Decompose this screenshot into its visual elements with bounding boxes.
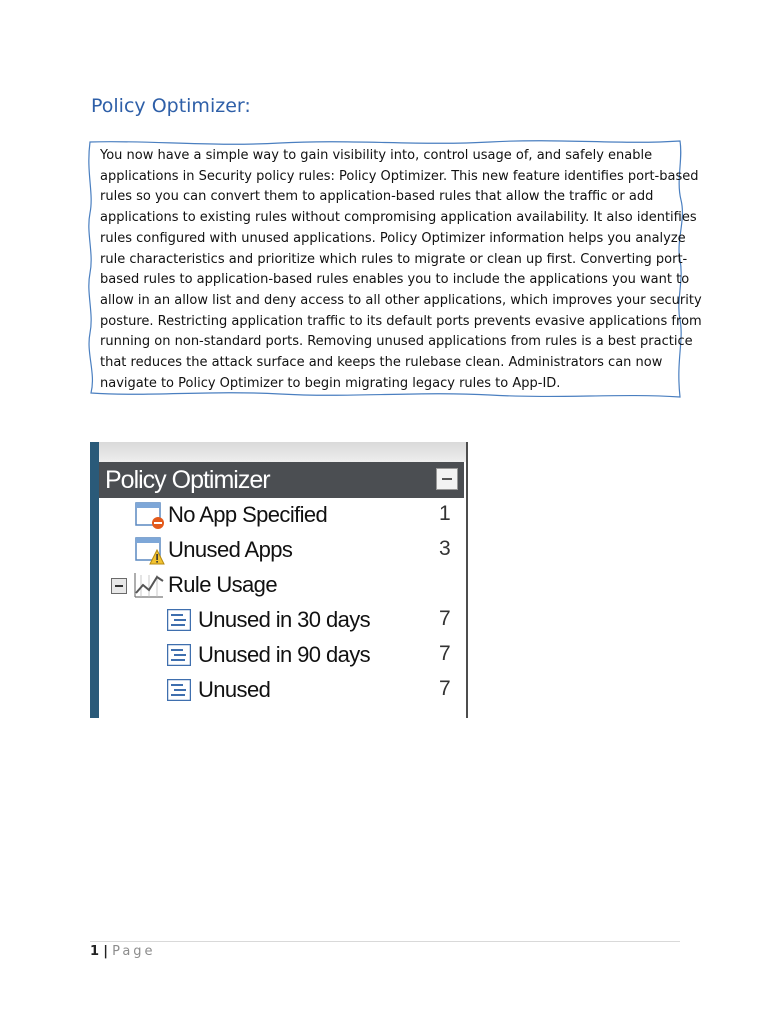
tree-item-label: Rule Usage [168, 572, 277, 597]
paragraph-line: posture. Restricting application traffic to its default ports prevents evasive applications from [100, 313, 702, 329]
paragraph-line: rule characteristics and prioritize which rules to migrate or clean up first. Converting port- [100, 251, 688, 267]
footer-separator: | [103, 944, 108, 959]
tree-item-count: 7 [439, 677, 451, 700]
paragraph-line: allow in an allow list and deny access to all other applications, which improves your security [100, 292, 702, 308]
paragraph-line: based rules to application-based rules enables you to include the applications you want to [100, 272, 690, 288]
window-error-icon [135, 502, 165, 530]
paragraph-line: that reduces the attack surface and keeps the rulebase clean. Administrators can now [100, 355, 663, 371]
collapse-button[interactable] [436, 468, 458, 490]
section-heading: Policy Optimizer: [91, 95, 251, 117]
paragraph-line: rules configured with unused applications. Policy Optimizer information helps you analyze [100, 230, 686, 246]
list-icon [167, 679, 191, 701]
panel-right-border [466, 442, 468, 718]
footer-divider [90, 941, 680, 942]
tree-item-unused[interactable] [99, 674, 464, 706]
tree-item-label: Unused [198, 677, 271, 702]
list-icon [167, 644, 191, 666]
page-footer [90, 944, 156, 959]
panel-top-strip [99, 442, 467, 462]
tree-item-unused-apps[interactable] [99, 534, 464, 566]
page-number: 1 [90, 944, 100, 959]
tree-item-count: 3 [439, 537, 451, 560]
paragraph-line: You now have a simple way to gain visibility into, control usage of, and safely enable [100, 148, 653, 163]
paragraph-line: navigate to Policy Optimizer to begin migrating legacy rules to App-ID. [100, 375, 561, 391]
tree-item-count: 7 [439, 607, 451, 630]
tree-item-label: Unused in 30 days [198, 607, 371, 632]
window-warning-icon [135, 537, 165, 565]
tree-item-label: Unused Apps [168, 537, 293, 562]
policy-optimizer-panel [90, 442, 468, 718]
paragraph-line: applications in Security policy rules: Policy Optimizer. This new feature identifies port-based [100, 168, 699, 184]
page-word: Page [112, 944, 156, 959]
tree-item-unused-90-days[interactable] [99, 639, 464, 671]
chart-icon [133, 571, 165, 599]
tree-item-rule-usage[interactable] [99, 569, 464, 601]
list-icon [167, 609, 191, 631]
tree-item-count: 7 [439, 642, 451, 665]
tree-item-label: Unused in 90 days [198, 642, 371, 667]
paragraph-line: running on non-standard ports. Removing unused applications from rules is a best practice [100, 334, 693, 350]
tree-item-unused-30-days[interactable] [99, 604, 464, 636]
paragraph-line: rules so you can convert them to application-based rules that allow the traffic or add [100, 189, 654, 205]
panel-title: Policy Optimizer [105, 466, 270, 494]
policy-optimizer-paragraph [100, 146, 702, 394]
panel-left-bar [90, 442, 99, 718]
paragraph-line: applications to existing rules without compromising application availability. It also identifies [100, 210, 697, 226]
panel-header[interactable] [99, 462, 464, 498]
tree-item-count: 1 [439, 502, 451, 525]
collapse-tree-icon[interactable] [111, 578, 127, 594]
tree-item-no-app-specified[interactable] [99, 499, 464, 531]
tree-item-label: No App Specified [168, 502, 328, 527]
